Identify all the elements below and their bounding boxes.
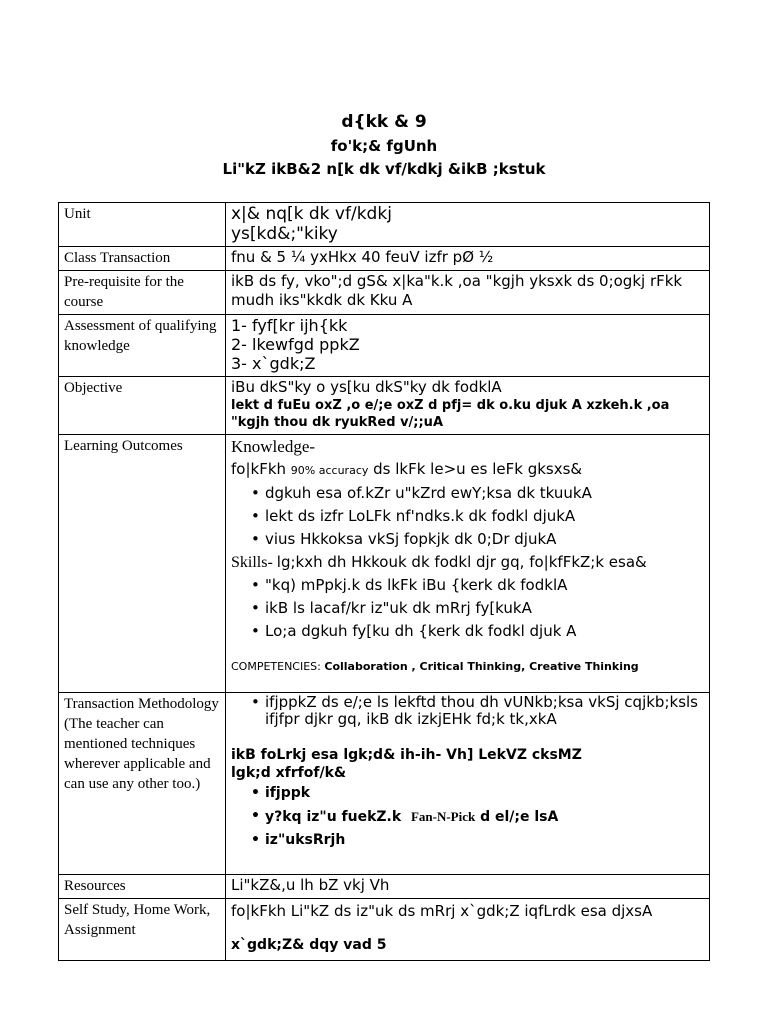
assessment-item: 3- x`gdk;Z: [231, 354, 316, 373]
list-item: • vius Hkkoksa vkSj fopkjk dk 0;Dr djukA: [231, 528, 705, 551]
self-study-line: fo|kFkh Li"kZ ds iz"uk ds mRrj x`gdk;Z iqfLrdk esa djxsA: [231, 902, 653, 920]
competencies-text: Collaboration , Critical Thinking, Creative Thinking: [324, 660, 639, 673]
self-study-value: [226, 899, 710, 961]
methodology-label: Transaction Methodology (The teacher can mentioned techniques wherever applicable and can use any other too.): [59, 693, 226, 875]
methodology-value: [226, 693, 710, 875]
list-item: • "kq) mPpkj.k ds lkFk iBu {kerk dk fodklA: [231, 574, 705, 597]
lesson-plan-table: [58, 202, 710, 961]
subject-title: fo'k;& fgUnh: [330, 137, 438, 155]
assessment-item: 1- fyf[kr ijh{kk: [231, 316, 348, 335]
self-study-label: Self Study, Home Work, Assignment: [59, 899, 226, 961]
table-row-assessment: [59, 315, 710, 377]
knowledge-heading: Knowledge-: [231, 437, 316, 456]
class-transaction-value: fnu & 5 ¼ yxHkx 40 feuV izfr pØ ½: [226, 247, 710, 271]
prerequisite-label: Pre-requisite for the course: [59, 271, 226, 315]
methodology-list: [231, 694, 705, 728]
unit-label: Unit: [59, 203, 226, 247]
activity-text: d el/;e lsA: [480, 809, 559, 825]
assessment-item: 2- lkewfgd ppkZ: [231, 335, 360, 354]
chapter-number: d{kk & 9: [341, 112, 427, 132]
knowledge-intro-text: ds lkFk le>u es leFk gksxs&: [368, 460, 583, 478]
table-row-class-transaction: [59, 247, 710, 271]
objective-value: [226, 377, 710, 435]
competencies-label: COMPETENCIES:: [231, 660, 321, 673]
activity-text: y?kq iz"u fuekZ.k: [265, 809, 402, 825]
skills-list: [231, 574, 705, 643]
activities-list: [231, 782, 705, 852]
accuracy-text: 90% accuracy: [290, 464, 369, 477]
unit-value-line: ys[kd&;"kiky: [231, 224, 338, 244]
table-row-self-study: [59, 899, 710, 961]
class-transaction-label: Class Transaction: [59, 247, 226, 271]
lesson-plan-title: Li"kZ ikB&2 n[k dk vf/kdkj &ikB ;kstuk: [222, 160, 546, 178]
table-row-learning-outcomes: [59, 435, 710, 693]
list-item: • dgkuh esa of.kZr u"kZrd ewY;ksa dk tkuukA: [231, 482, 705, 505]
activities-heading: lgk;d xfrfof/k&: [231, 765, 347, 781]
competencies-line: [231, 657, 705, 676]
skills-intro-text: lg;kxh dh Hkkouk dk fodkl djr gq, fo|kfFkZ;k esa&: [276, 553, 647, 571]
list-item: • ikB ls lacaf/kr iz"uk dk mRrj fy[kukA: [231, 597, 705, 620]
knowledge-list: [231, 482, 705, 551]
learning-outcomes-label: Learning Outcomes: [59, 435, 226, 693]
table-row-unit: [59, 203, 710, 247]
table-row-prerequisite: [59, 271, 710, 315]
list-item: • lekt ds izfr LoLFk nf'ndks.k dk fodkl djukA: [231, 505, 705, 528]
unit-value: [226, 203, 710, 247]
list-item: • ifjppk: [231, 782, 705, 805]
fan-n-pick-text: Fan-N-Pick: [410, 809, 476, 824]
list-item: • ifjppkZ ds e/;e ls lekftd thou dh vUNkb;ksa vkSj cqjkb;ksls ifjfpr djkr gq, ikB dk izkjEHk fd;k tk,xkA: [231, 694, 705, 728]
knowledge-intro: [231, 458, 705, 482]
unit-value-line: x|& nq[k dk vf/kdkj: [231, 204, 392, 224]
teaching-aids: ikB foLrkj esa lgk;d& ih-ih- Vh] LekVZ cksMZ: [231, 747, 582, 763]
table-row-resources: [59, 875, 710, 899]
resources-value: Li"kZ&,u lh bZ vkj Vh: [226, 875, 710, 899]
objective-line: iBu dkS"ky o ys[ku dkS"ky dk fodklA: [231, 378, 502, 396]
skills-intro: [231, 551, 705, 574]
list-item: • iz"uksRrjh: [231, 829, 705, 852]
learning-outcomes-value: [226, 435, 710, 693]
list-item: [231, 805, 705, 829]
objective-line: lekt d fuEu oxZ ,o e/;e oxZ d pfj= dk o.ku djuk A xzkeh.k ,oa "kgjh thou dk ryukRed v/;;uA: [231, 398, 670, 430]
table-row-objective: [59, 377, 710, 435]
resources-label: Resources: [59, 875, 226, 899]
objective-label: Objective: [59, 377, 226, 435]
list-item: • Lo;a dgkuh fy[ku dh {kerk dk fodkl djuk A: [231, 620, 705, 643]
table-row-methodology: [59, 693, 710, 875]
homework-marks: x`gdk;Z& dqy vad 5: [231, 937, 387, 953]
assessment-value: [226, 315, 710, 377]
prerequisite-value: ikB ds fy, vko";d gS& x|ka"k.k ,oa "kgjh yksxk ds 0;ogkj rFkk mudh iks"kkdk dk Kku A: [226, 271, 710, 315]
knowledge-intro-text: fo|kFkh: [231, 460, 291, 478]
assessment-label: Assessment of qualifying knowledge: [59, 315, 226, 377]
skills-heading: Skills-: [231, 554, 277, 571]
